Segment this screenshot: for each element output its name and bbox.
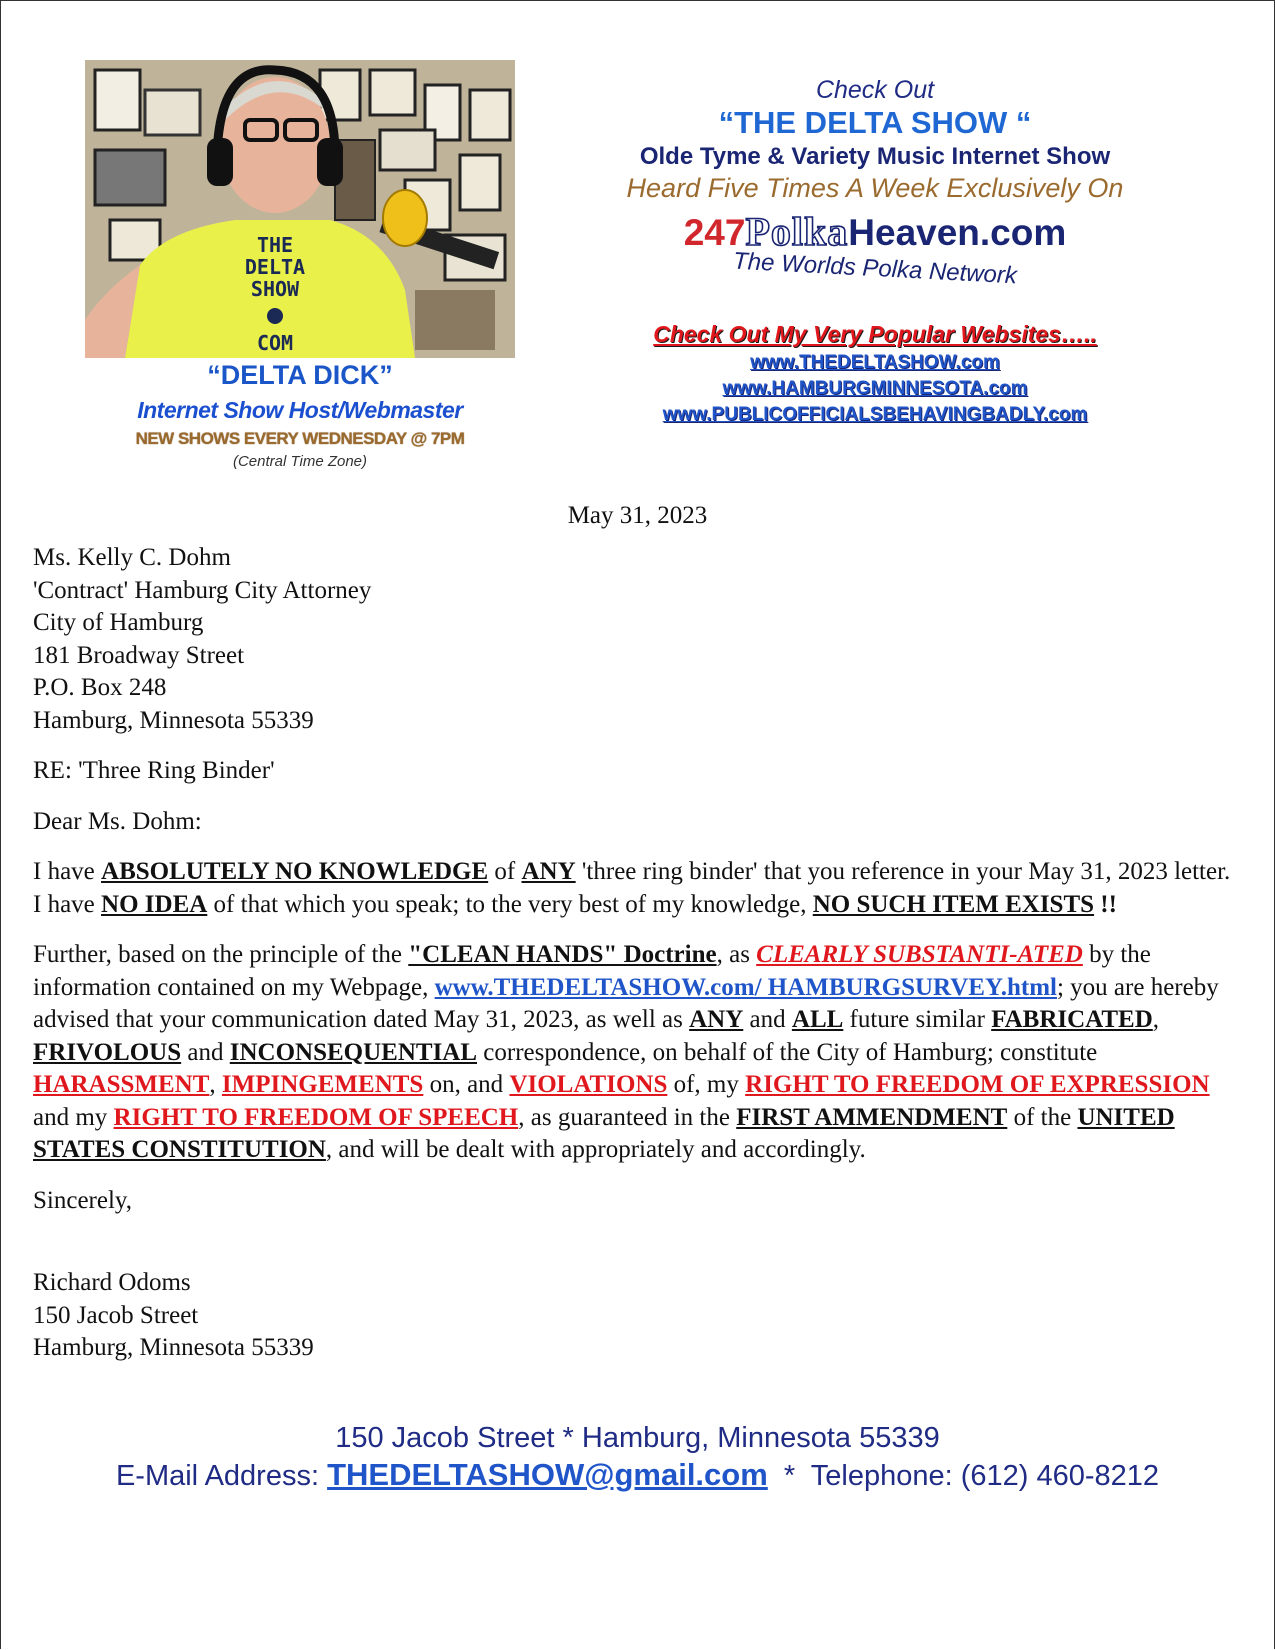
promo-heard: Heard Five Times A Week Exclusively On [626,173,1124,203]
email-link[interactable]: THEDELTASHOW@gmail.com [327,1457,768,1492]
paragraph-2: Further, based on the principle of the "CLEAN HANDS" Doctrine, as CLEARLY SUBSTANTI-ATED by the information contained on my Webpage, www.THEDELTASHOW.com/ HAMBURGSURVEY.html; you are hereby advised that your communication dated May 31, 2023, as well as ANY and ALL future similar FABRICATED, FRIVOLOUS and INCONSEQUENTIAL correspondence, on behalf of the City of Hamburg; constitute HARASSMENT, IMPINGEMENTS on, and VIOLATIONS of, my RIGHT TO FREEDOM OF EXPRESSION and my RIGHT TO FREEDOM OF SPEECH, as guaranteed in the FIRST AMMENDMENT of the UNITED STATES CONSTITUTION, and will be dealt with appropriately and accordingly. [33,941,1219,1163]
emphasis-text: ANY [521,858,576,885]
logo-247: 247 [683,212,746,253]
websites-heading: Check Out My Very Popular Websites….. [653,321,1097,347]
shirt-text-line-4: COM [256,331,294,355]
logo-tagline: The Worlds Polka Network [732,247,1018,290]
host-name: “DELTA DICK” [207,360,393,390]
recipient-name: Ms. Kelly C. Dohm [33,544,231,571]
promo-checkout: Check Out [815,76,935,104]
recipient-city: Hamburg, Minnesota 55339 [33,706,314,734]
emphasis-text: FIRST AMMENDMENT [736,1103,1008,1131]
recipient-street: 181 Broadway Street [33,641,245,669]
letter-footer [0,1422,1275,1493]
survey-page-link[interactable]: www.THEDELTASHOW.com/ HAMBURGSURVEY.html [434,973,1057,1001]
host-photo [85,60,515,358]
emphasis-red-text: CLEARLY SUBSTANTI-ATED [756,941,1083,968]
signature-name: Richard Odoms [33,1269,191,1296]
show-schedule: NEW SHOWS EVERY WEDNESDAY @ 7PM [135,429,465,448]
emphasis-red-text: IMPINGEMENTS [221,1071,424,1098]
closing: Sincerely, [33,1186,133,1214]
website-link-hamburg[interactable]: www.HAMBURGMINNESOTA.com [722,378,1028,399]
website-link-deltashow[interactable]: www.THEDELTASHOW.com [750,352,1000,373]
promo-show-title: “THE DELTA SHOW “ [718,105,1032,140]
time-zone-note: (Central Time Zone) [232,453,368,470]
promo-subtitle: Olde Tyme & Variety Music Internet Show [639,143,1111,170]
emphasis-text: FRIVOLOUS [33,1038,182,1066]
shirt-text-line-1: THE [256,233,294,257]
signature-city: Hamburg, Minnesota 55339 [33,1334,314,1361]
signature-street: 150 Jacob Street [33,1301,199,1329]
footer-contact [0,1457,1275,1493]
emphasis-text: NO SUCH ITEM EXISTS [812,890,1095,918]
emphasis-red-text: HARASSMENT [33,1071,210,1098]
emphasis-text: UNITED STATES CONSTITUTION [33,1103,1175,1163]
letter-date: May 31, 2023 [567,502,708,529]
emphasis-text: NO IDEA [101,890,208,918]
shirt-text-line-3: SHOW [250,277,300,301]
re-line: RE: 'Three Ring Binder' [33,757,275,784]
emphasis-text: FABRICATED [991,1006,1153,1033]
logo-heaven: Heaven.com [848,212,1067,253]
emphasis-text: "CLEAN HANDS" Doctrine [408,941,717,968]
host-title: Internet Show Host/Webmaster [137,397,463,423]
emphasis-text: ALL [791,1006,844,1033]
host-photo-illustration [85,60,515,358]
email-label: E-Mail Address: [115,1460,328,1492]
shirt-text-line-2: DELTA [244,255,306,279]
phone-text: * Telephone: (612) 460-8212 [767,1460,1160,1492]
footer-address: 150 Jacob Street * Hamburg, Minnesota 55339 [335,1422,940,1454]
recipient-org: City of Hamburg [33,609,204,636]
paragraph-1: I have ABSOLUTELY NO KNOWLEDGE of ANY 'three ring binder' that you reference in your May 31, 2023 letter. I have NO IDEA of that which you speak; to the very best of my knowledge, NO SUCH ITEM EXISTS !! [33,858,1231,918]
emphasis-text: ABSOLUTELY NO KNOWLEDGE [101,858,489,885]
recipient-title: 'Contract' Hamburg City Attorney [33,576,372,604]
letter-body [33,542,1243,1365]
recipient-po-box: P.O. Box 248 [33,674,167,701]
emphasis-text: ANY [689,1006,744,1033]
emphasis-red-text: VIOLATIONS [509,1071,668,1098]
host-info [60,360,540,470]
emphasis-red-text: RIGHT TO FREEDOM OF EXPRESSION [745,1071,1210,1098]
show-promo [580,76,1170,426]
logo-polka: Polka [745,209,849,254]
website-link-public-officials[interactable]: www.PUBLICOFFICIALSBEHAVINGBADLY.com [662,404,1088,425]
emphasis-red-text: RIGHT TO FREEDOM OF SPEECH [113,1103,519,1131]
emphasis-text: INCONSEQUENTIAL [229,1038,478,1066]
salutation: Dear Ms. Dohm: [33,807,202,835]
